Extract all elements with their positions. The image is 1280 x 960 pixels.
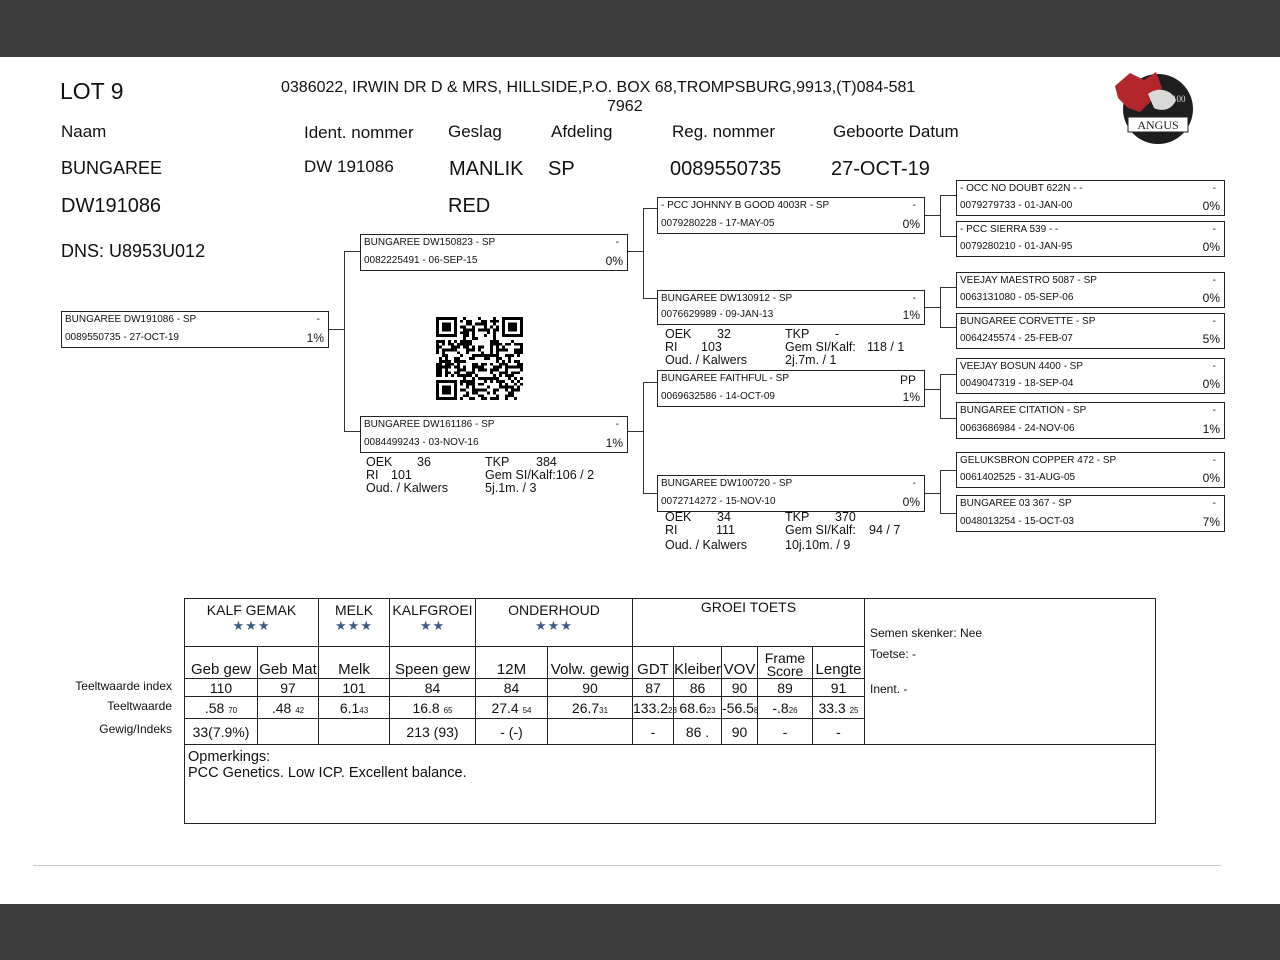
animal-name: BUNGAREE	[61, 158, 163, 178]
stats-dam-dam: OEK 34 TKP 370 RI 111 Gem SI/Kalf: 94 / 7 Oud. / Kalwers 10j.10m. / 9	[665, 510, 901, 552]
label-afdeling: Afdeling	[551, 122, 613, 141]
label-ident: Ident. nommer	[304, 123, 414, 142]
qr-code	[436, 317, 523, 400]
stars-onderhoud: ★★★	[535, 618, 573, 633]
owner-line-1: 0386022, IRWIN DR D & MRS, HILLSIDE,P.O. BOX 68,TROMPSBURG,9913,(T)084-581	[281, 79, 916, 96]
remarks-label: Opmerkings:	[188, 749, 271, 765]
animal-code: DW191086	[61, 195, 162, 217]
logo-text: ANGUS	[1137, 118, 1179, 132]
animal-sex: MANLIK	[449, 158, 524, 180]
pedigree-dds: GELUKSBRON COPPER 472 - SP - 0061402525 - 31-AUG-05 0%	[956, 452, 1225, 488]
pedigree-dam: BUNGAREE DW161186 - SP - 0084499243 - 03-NOV-16 1%	[360, 416, 628, 453]
stats-dam: OEK 36 TKP 384 RI 101 Gem SI/Kalf:106 / 2 Oud. / Kalwers 5j.1m. / 3	[366, 455, 595, 495]
remarks-text: PCC Genetics. Low ICP. Excellent balance.	[188, 765, 467, 781]
svg-text:100: 100	[1172, 94, 1186, 104]
label-naam: Naam	[61, 122, 107, 141]
pedigree-sss: - OCC NO DOUBT 622N - - - 0079279733 - 01-JAN-00 0%	[956, 180, 1225, 216]
label-reg: Reg. nommer	[672, 122, 775, 141]
remarks-row	[185, 745, 1156, 824]
row-label-index: Teeltwaarde index	[75, 679, 172, 693]
row-label-teeltwaarde: Teeltwaarde	[107, 699, 172, 713]
group-onderhoud: ONDERHOUD ★★★	[476, 599, 633, 647]
pedigree-sire-sire: - PCC JOHNNY B GOOD 4003R - SP - 0079280228 - 17-MAY-05 0%	[657, 197, 925, 234]
animal-color: RED	[448, 195, 491, 217]
row-label-gewig: Gewig/Indeks	[99, 722, 172, 736]
group-groei-toets: GROEI TOETS	[633, 599, 865, 647]
pedigree-dam-dam: BUNGAREE DW100720 - SP - 0072714272 - 15-NOV-10 0%	[657, 475, 925, 512]
label-geboorte: Geboorte Datum	[833, 122, 959, 141]
teeltwaarde-row: .58 70 .48 42 6.143 16.8 65 27.4 54 26.731 133.223 68.623 -56.58 -.826 33.3 25	[185, 697, 1156, 719]
pedigree-sire-dam: BUNGAREE DW130912 - SP - 0076629989 - 09-JAN-13 1%	[657, 290, 925, 325]
animal-dns: DNS: U8953U012	[61, 241, 206, 261]
group-kalfgroei: KALFGROEI ★★	[390, 599, 476, 647]
pedigree-dam-sire: BUNGAREE FAITHFUL - SP PP 0069632586 - 14-OCT-09 1%	[657, 370, 925, 407]
animal-ident: DW 191086	[304, 157, 394, 176]
stars-kalf-gemak: ★★★	[232, 618, 271, 633]
label-geslag: Geslag	[448, 122, 502, 141]
stars-melk: ★★★	[335, 618, 373, 633]
pedigree-sdd: BUNGAREE CORVETTE - SP - 0064245574 - 25-FEB-07 5%	[956, 313, 1225, 349]
group-melk: MELK ★★★	[319, 599, 390, 647]
stars-kalfgroei: ★★	[419, 618, 446, 633]
bottom-bar	[0, 904, 1280, 960]
lot-title: LOT 9	[60, 78, 124, 104]
column-header-row: Geb gew Geb Mat Melk Speen gew 12M Volw. gewig GDT Kleiber VOV Frame Score Lengte	[185, 647, 1156, 679]
angus-logo	[1110, 68, 1198, 148]
side-info: Semen skenker: Nee Toetse: - Inent. -	[865, 599, 1156, 745]
pedigree-sire: BUNGAREE DW150823 - SP - 0082225491 - 06-SEP-15 0%	[360, 234, 628, 271]
animal-birth: 27-OCT-19	[831, 158, 930, 180]
pedigree-ddd: BUNGAREE 03 367 - SP - 0048013254 - 15-OCT-03 7%	[956, 495, 1225, 532]
footer-divider	[33, 865, 1221, 866]
pedigree-dsd: BUNGAREE CITATION - SP - 0063686984 - 24-NOV-06 1%	[956, 402, 1225, 439]
animal-section: SP	[548, 158, 575, 180]
pedigree-dss: VEEJAY BOSUN 4400 - SP - 0049047319 - 18-SEP-04 0%	[956, 358, 1225, 394]
gewig-row: 33(7.9%) 213 (93) - (-) - 86 . 90 - -	[185, 719, 1156, 745]
stats-sire-dam: OEK 32 TKP - RI 103 Gem SI/Kalf: 118 / 1 Oud. / Kalwers 2j.7m. / 1	[665, 327, 905, 367]
pedigree-sds: VEEJAY MAESTRO 5087 - SP - 0063131080 - 05-SEP-06 0%	[956, 272, 1225, 308]
index-row: 110 97 101 84 84 90 87 86 90 89 91	[185, 679, 1156, 697]
pedigree-ssd: - PCC SIERRA 539 - - - 0079280210 - 01-JAN-95 0%	[956, 221, 1225, 257]
performance-table	[184, 598, 1156, 824]
owner-line-2: 7962	[607, 98, 643, 115]
group-kalf-gemak: KALF GEMAK ★★★	[185, 599, 319, 647]
pedigree-self: BUNGAREE DW191086 - SP - 0089550735 - 27-OCT-19 1%	[61, 311, 329, 348]
animal-reg: 0089550735	[670, 158, 782, 180]
top-bar	[0, 0, 1280, 57]
